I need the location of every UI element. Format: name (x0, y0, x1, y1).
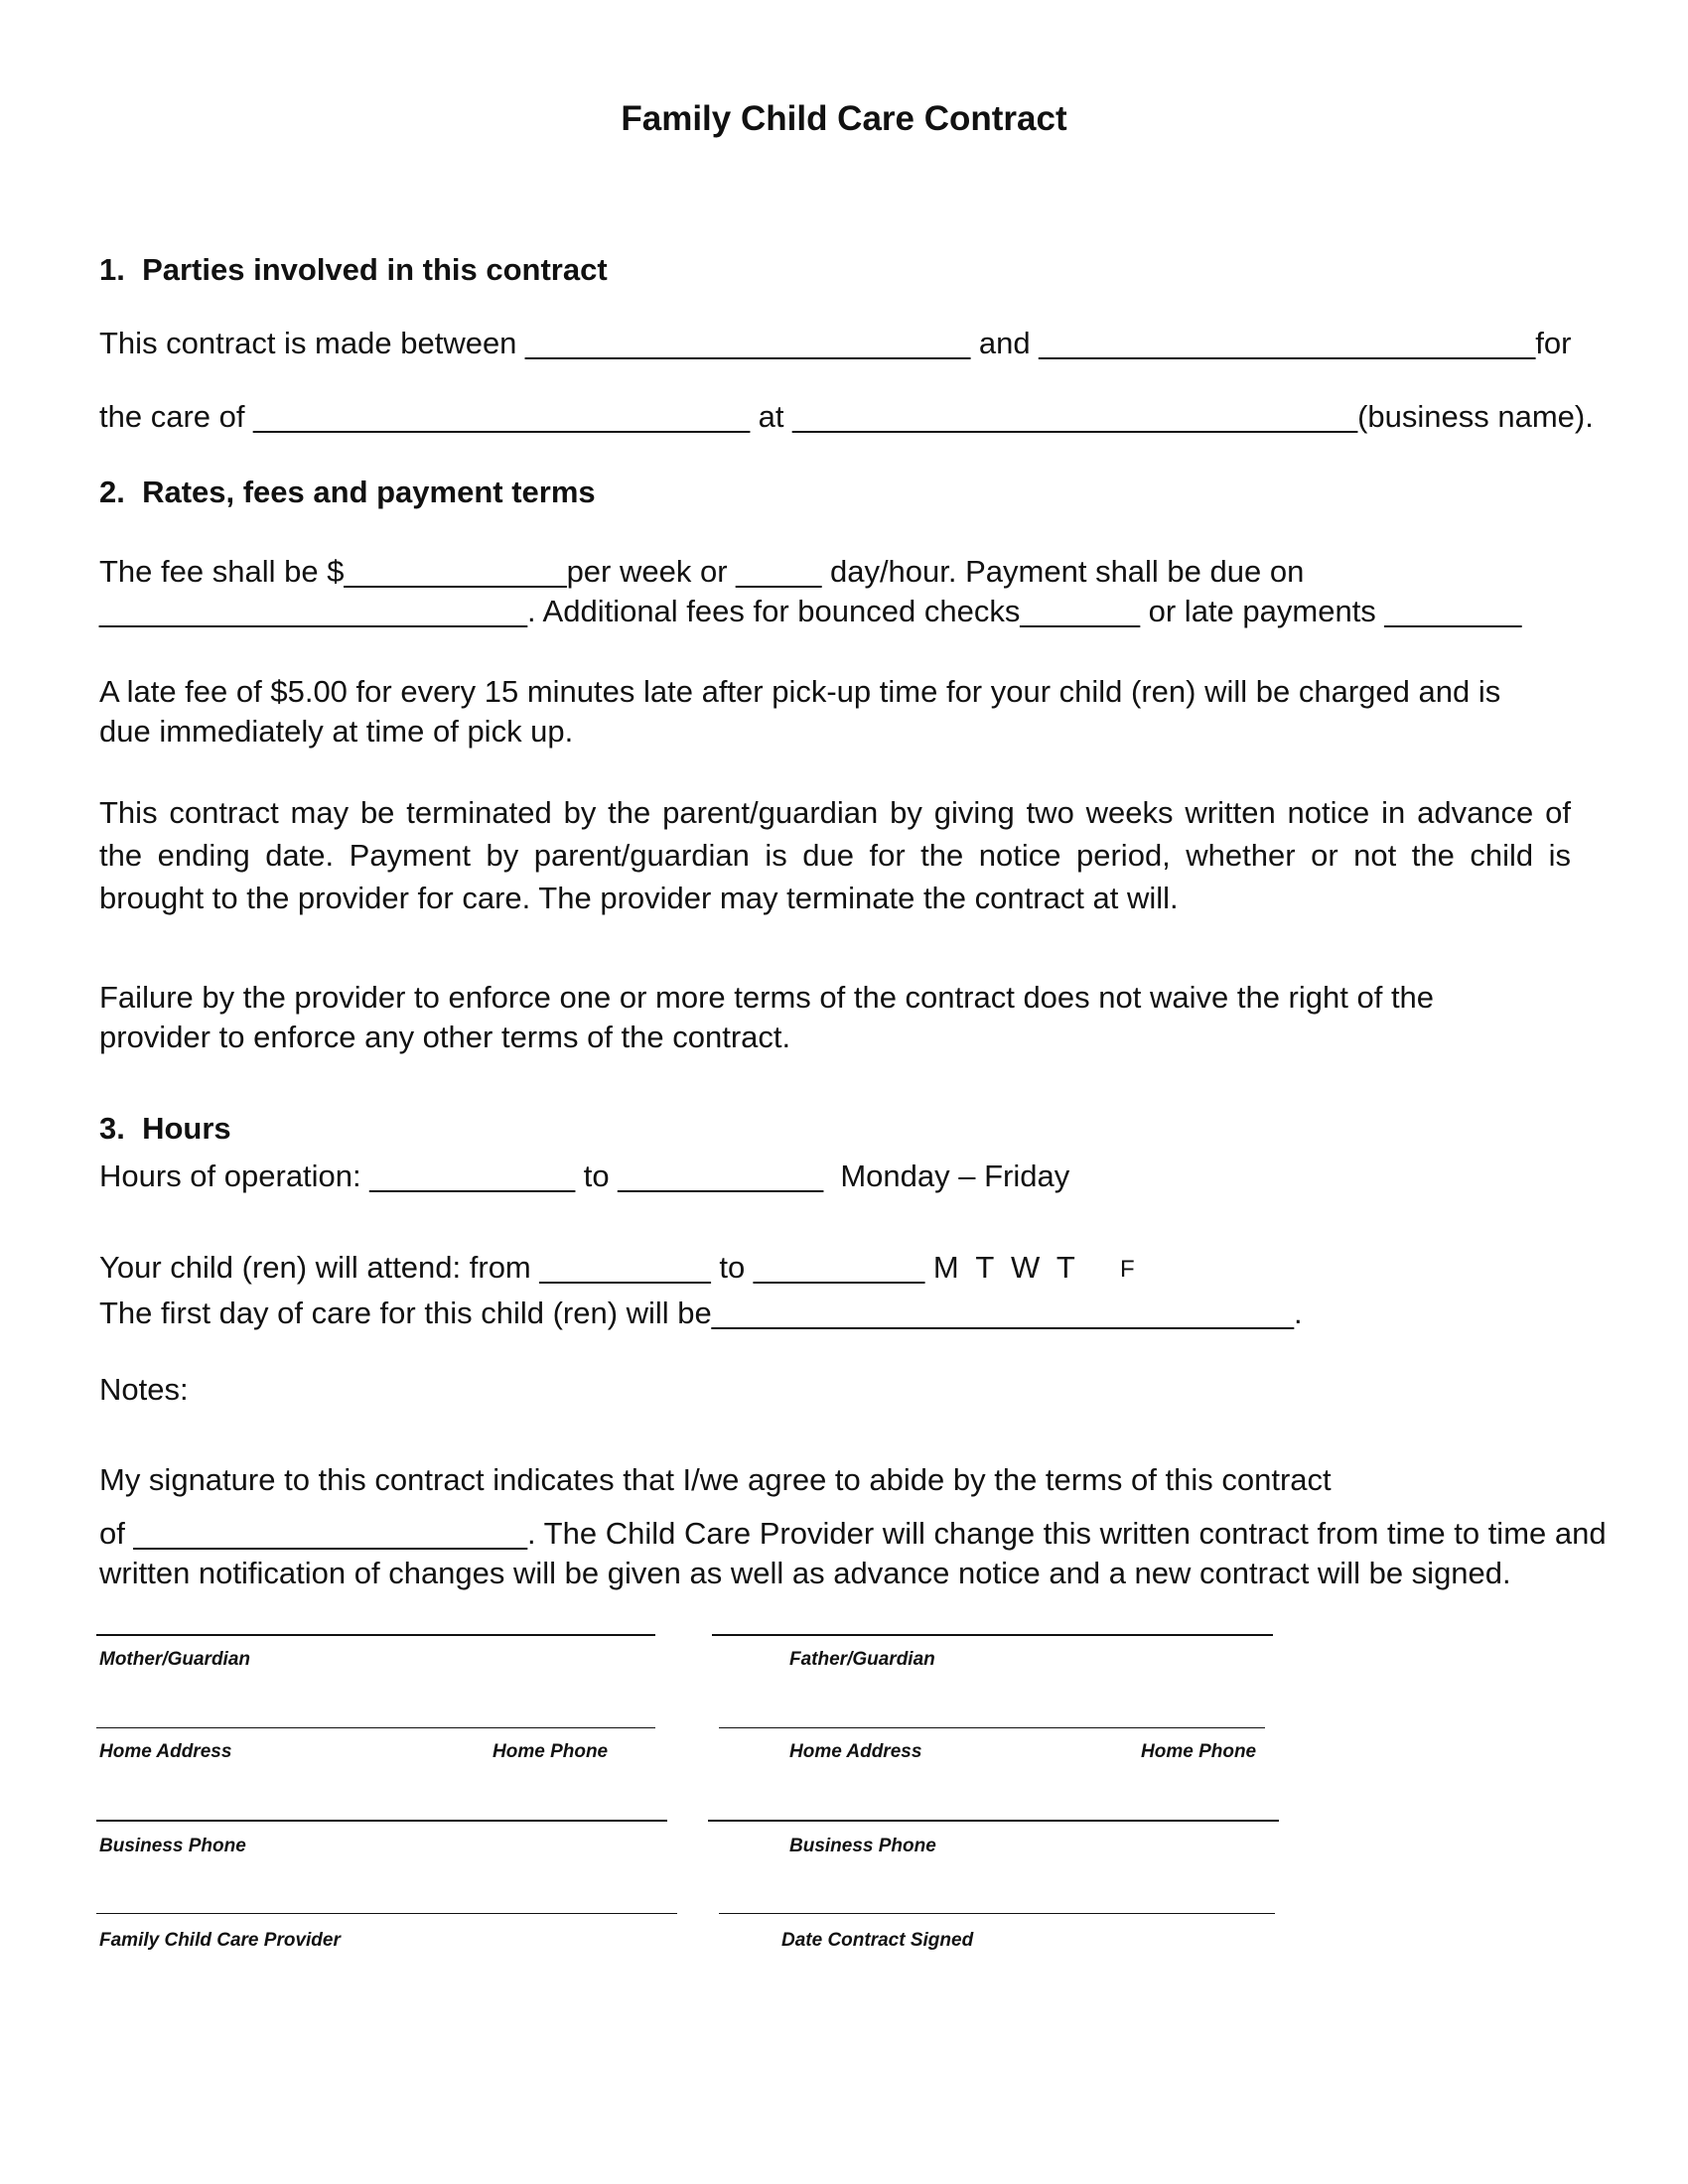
attendance-day-f: F (1120, 1256, 1135, 1283)
provider-signature-line (96, 1913, 677, 1914)
attendance-line: Your child (ren) will attend: from __________ to __________ M T W T (99, 1250, 1075, 1285)
agreement-line-1: My signature to this contract indicates that I/we agree to abide by the terms of this contract (99, 1462, 1332, 1497)
termination-line-1: This contract may be terminated by the parent/guardian by giving two weeks written notice in advance of (99, 795, 1571, 830)
termination-line-3: brought to the provider for care. The provider may terminate the contract at will. (99, 881, 1179, 915)
home-address-label-right: Home Address (789, 1741, 922, 1762)
notes-label: Notes: (99, 1372, 189, 1407)
left-home-line (96, 1727, 655, 1728)
hours-of-operation-line: Hours of operation: ____________ to ____________ Monday – Friday (99, 1159, 1070, 1193)
document-title: Family Child Care Contract (621, 99, 1067, 138)
home-address-label-left: Home Address (99, 1741, 232, 1762)
father-signature-line (712, 1634, 1273, 1636)
late-fee-line-2: due immediately at time of pick up. (99, 714, 574, 749)
right-home-line (719, 1727, 1265, 1728)
fee-line-2: _________________________. Additional fees for bounced checks_______ or late payments ________ (99, 594, 1522, 628)
failure-line-1: Failure by the provider to enforce one or more terms of the contract does not waive the right of the (99, 980, 1435, 1015)
termination-line-2: the ending date. Payment by parent/guardian is due for the notice period, whether or not the child is (99, 838, 1571, 873)
date-signed-line (719, 1913, 1275, 1914)
home-phone-label-left: Home Phone (492, 1741, 609, 1762)
date-signed-label: Date Contract Signed (781, 1930, 974, 1951)
fee-line-1: The fee shall be $_____________per week or _____ day/hour. Payment shall be due on (99, 554, 1305, 589)
parties-line-2: the care of _____________________________ at _________________________________(business name). (99, 399, 1594, 434)
failure-line-2: provider to enforce any other terms of the contract. (99, 1020, 791, 1054)
agreement-line-2: of _______________________. The Child Care Provider will change this written contract from time to time and (99, 1516, 1607, 1551)
provider-label: Family Child Care Provider (99, 1930, 341, 1951)
home-phone-label-right: Home Phone (1141, 1741, 1257, 1762)
left-business-phone-line (96, 1820, 667, 1822)
business-phone-label-left: Business Phone (99, 1836, 246, 1856)
parties-line-1: This contract is made between __________________________ and _____________________________for (99, 326, 1572, 360)
section-1-heading: 1. Parties involved in this contract (99, 252, 608, 287)
late-fee-line-1: A late fee of $5.00 for every 15 minutes late after pick-up time for your child (ren) will be charged and is (99, 674, 1501, 709)
mother-guardian-label: Mother/Guardian (99, 1649, 251, 1670)
father-guardian-label: Father/Guardian (789, 1649, 935, 1670)
mother-signature-line (96, 1634, 655, 1636)
right-business-phone-line (708, 1820, 1279, 1822)
section-2-heading: 2. Rates, fees and payment terms (99, 475, 596, 509)
business-phone-label-right: Business Phone (789, 1836, 936, 1856)
section-3-heading: 3. Hours (99, 1111, 231, 1146)
first-day-line: The first day of care for this child (ren) will be__________________________________. (99, 1296, 1303, 1330)
agreement-line-3: written notification of changes will be given as well as advance notice and a new contract will be signed. (99, 1556, 1511, 1590)
